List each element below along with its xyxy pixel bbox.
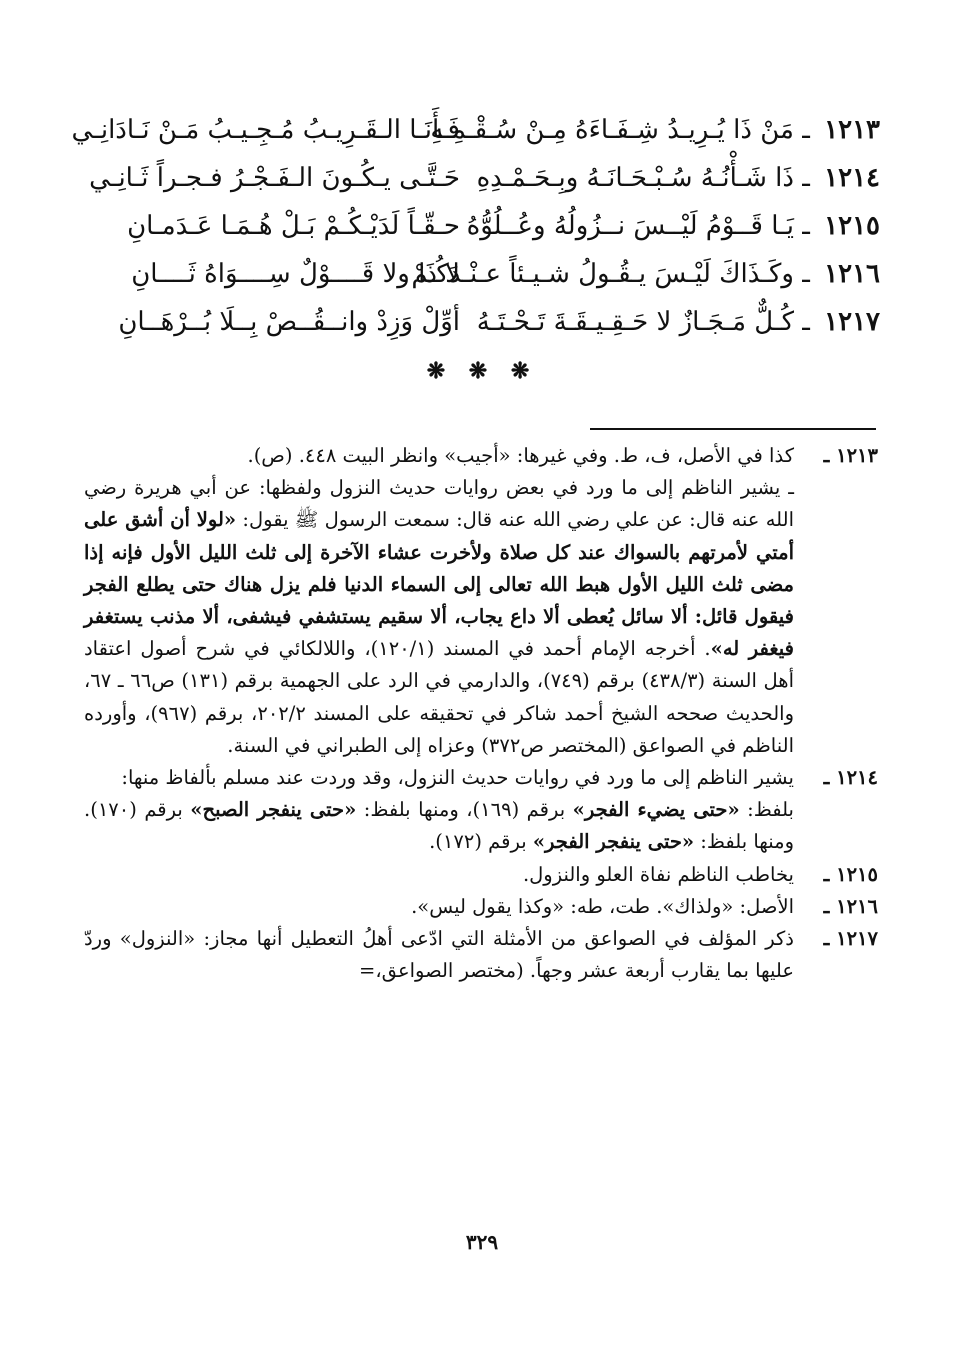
footnote-text (84, 476, 794, 757)
hadith-quote: «حتى ينفجر الفجر» (532, 830, 695, 854)
verse-number: ١٢١٤ (824, 163, 880, 193)
hemistich-text: كُـلٌّ مَـجَـازٌ لا حَـقِـيـقَـةَ تَـحْـتَـهُ (476, 307, 794, 337)
verse-number: ١٢١٦ (824, 259, 880, 289)
hadith-quote: «حتى ينفجر الصبح» (190, 798, 357, 822)
footnote-text: ذكر المؤلف في الصواعق من الأمثلة التي ادّعى أهلُ التعطيل أنها مجاز: «النزول» وردّ عليها بما يقارب أربعة عشر وجهاً. (مختصر الصواعق،= (84, 927, 794, 983)
hemistich-text: ذَا شَـأْنُـهُ سُـبْـحَـانَـهُ وبِـحَـمْـدِهِ (476, 163, 794, 193)
verse-first-hemistich: ١٢١٧ ـ كُـلٌّ مَـجَـازٌ لا حَـقِـيـقَـةَ تَـحْـتَـهُ (476, 307, 880, 337)
verse-first-hemistich: ١٢١٥ ـ يَـا قَــوْمُ لَيْــسَ نــزُولُهُ وعُــلُوُّهُ (466, 211, 880, 241)
footnote-1213 (84, 440, 878, 762)
footnote-number: ١٢١٦ ـ (823, 894, 878, 918)
footnote-1217 (84, 923, 878, 987)
footnotes (84, 440, 878, 987)
footnote-text: كذا في الأصل، ف، ط. وفي غيرها: «أجيب» وانظر البيت ٤٤٨. (ص). (247, 444, 794, 467)
footnote-text-segment: برقم (١٧٠). ومنها بلفظ: (84, 798, 794, 854)
footnote-1215 (84, 859, 878, 891)
verse-second-hemistich: فَـأَنَـا الـقَـرِيـبُ مُـجِـيـبُ مَـنْ نَـادَانِـي (71, 115, 460, 145)
verse-1213 (71, 106, 880, 154)
verse-first-hemistich: ١٢١٤ ـ ذَا شَـأْنُـهُ سُـبْـحَـانَـهُ وبِـحَـمْـدِهِ (476, 163, 880, 193)
hadith-quote: «لولا أن أشق على أمتي لأمرتهم بالسواك عند كل صلاة ولأخرت عشاء الآخرة إلى ثلث الليل الأول فإنه إذا مضى ثلث الليل الأول هبط الله تعالى إلى السماء الدنيا فلم يزل هناك حتى يطلع الفجر فيقول قائل: ألا سائل يُعطى ألا داع يجاب، ألا سقيم يستشفي فيشفى، ألا مذنب يستغفر فيغفر له» (84, 508, 794, 661)
verse-1216 (88, 250, 880, 298)
verse-first-hemistich: ١٢١٣ ـ مَنْ ذَا يُـرِيـدُ شِـفَـاءَهُ مِـنْ سُـقْـمِـهِ (430, 115, 880, 145)
footnote-1216 (84, 891, 878, 923)
verse-1214 (88, 154, 880, 202)
footnote-text-segment: برقم (١٧٢). (429, 830, 533, 854)
section-separator-stars: ❋ ❋ ❋ (426, 358, 538, 384)
verse-number: ١٢١٧ (824, 307, 880, 337)
hemistich-text: يَـا قَــوْمُ لَيْــسَ نــزُولُهُ وعُــلُوُّهُ (466, 211, 794, 241)
hemistich-text: وكَـذَاكَ لَيْـسَ يـقُـولُ شـيـئاً عـنْـدَكُـمْ (411, 259, 794, 289)
hemistich-text: مَنْ ذَا يُـرِيـدُ شِـفَـاءَهُ مِـنْ سُـقْـمِـهِ (430, 115, 794, 145)
footnote-text-segment: بلفظ: (739, 798, 794, 822)
footnote-text: يخاطب الناظم نفاة العلو والنزول. (522, 862, 794, 886)
page-number: ٣٢٩ (465, 1230, 499, 1254)
footnote-number: ١٢١٧ ـ (823, 927, 878, 951)
verse-second-hemistich: أوِّلْ وَزِدْ وانــقُــصْ بِــلَا بُــرْهَــانِ (118, 307, 460, 337)
footnote-body (84, 762, 794, 859)
footnote-number: ١٢١٣ ـ (823, 444, 878, 467)
hadith-quote: «حتى يضيء الفجر» (572, 798, 740, 822)
footnote-1214 (84, 762, 878, 859)
verse-second-hemistich: حـقّـاً لَدَيْـكُـمْ بَـلْ هُـمَـا عَـدَمـانِ (127, 211, 460, 241)
verse-1217 (88, 298, 880, 346)
footnote-number: ١٢١٤ ـ (823, 766, 878, 790)
footnote-text (84, 798, 794, 853)
footnote-number: ١٢١٥ ـ (823, 862, 878, 886)
footnote-text: الأصل: «ولذاك». طت، طه: «وكذا يقول ليس». (411, 894, 794, 918)
verse-second-hemistich: حَـتَّـى يـكُـونَ الـفَـجْـرُ فـجـراً ثَـانِـي (89, 163, 460, 193)
footnote-text: يشير الناظم إلى ما ورد في روايات حديث النزول، وقد وردت عند مسلم بألفاظ منها: (121, 766, 794, 790)
verse-number: ١٢١٣ (824, 115, 880, 145)
footnote-text-segment: برقم (١٦٩)، ومنها بلفظ: (356, 798, 573, 822)
footnote-body (84, 440, 794, 762)
footnote-divider (590, 428, 876, 430)
verse-1215 (88, 202, 880, 250)
footnote-text-segment: . أخرجه الإمام أحمد في المسند (١٢٠/١)، واللالكائي في شرح أصول اعتقاد أهل السنة (٤٣٨/٣) برقم (٧٤٩)، والدارمي في الرد على الجهمية برقم (١٣١) ص٦٦ ـ ٦٧، والحديث صححه الشيخ أحمد شاكر في تحقيقه على المسند ٢٠٢/٢، برقم (٩٦٧)، وأورده الناظم في الصواعق (المختصر ص٣٧٢) وعزاه إلى الطبراني في السنة. (84, 637, 794, 757)
verse-second-hemistich: لا ذَا ولا قَــــوْلٌ سِــــوَاهُ ثَــــانِ (131, 259, 460, 289)
verse-first-hemistich: ١٢١٦ ـ وكَـذَاكَ لَيْـسَ يـقُـولُ شـيـئاً عـنْـدَكُـمْ (411, 259, 880, 289)
verse-number: ١٢١٥ (824, 211, 880, 241)
footnote-text-segment: ـ يشير الناظم إلى ما ورد في بعض روايات حديث النزول ولفظها: عن أبي هريرة رضي الله عنه قال: عن علي رضي الله عنه قال: سمعت الرسول ﷺ يقول: (84, 476, 794, 532)
poem (71, 106, 880, 346)
